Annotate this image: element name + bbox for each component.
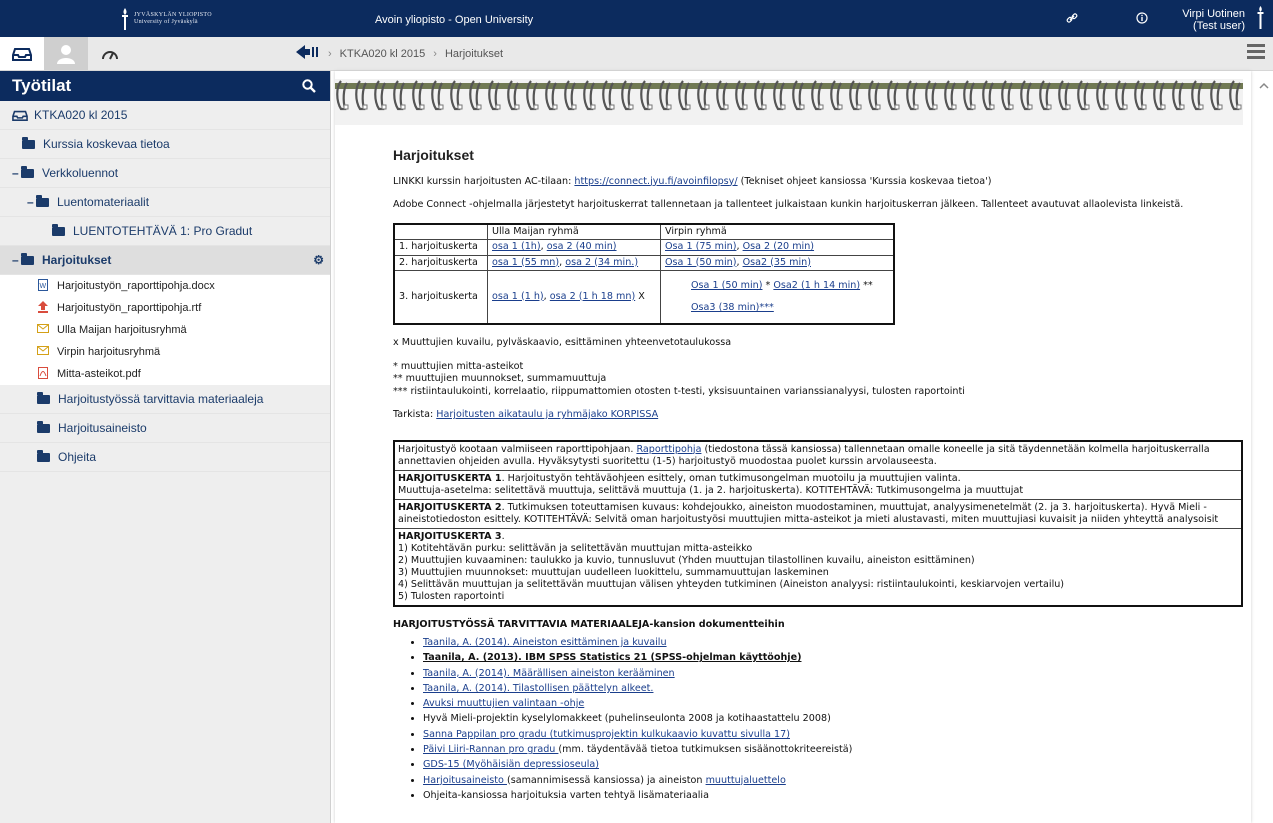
user-menu[interactable] <box>1182 8 1245 32</box>
spiral-hole <box>990 105 994 109</box>
sidebar-file-label: Virpin harjoitusryhmä <box>57 346 161 358</box>
spiral-hole <box>800 105 804 109</box>
sidebar-item-label: Kurssia koskevaa tietoa <box>43 137 170 151</box>
sidebar-file-label: Harjoitustyön_raporttipohja.docx <box>57 280 215 292</box>
spiral-hole <box>838 105 842 109</box>
page-document <box>335 71 1251 823</box>
sidebar-file-group-virpi[interactable] <box>0 341 330 363</box>
spiral-hole <box>1047 105 1051 109</box>
sidebar-file-group-ulla[interactable] <box>0 319 330 341</box>
tab-dashboard[interactable] <box>88 37 132 70</box>
sidebar-file-rtf[interactable] <box>0 297 330 319</box>
recording-link[interactable]: Osa3 (38 min)*** <box>691 302 774 313</box>
recording-link[interactable]: Osa2 (35 min) <box>742 256 811 268</box>
back-arrow-icon[interactable] <box>296 45 320 62</box>
link-icon[interactable] <box>1065 12 1079 26</box>
table-cell <box>661 255 895 271</box>
list-item <box>423 744 1243 757</box>
sidebar-workspace[interactable] <box>0 101 330 130</box>
material-link[interactable]: muuttujaluettelo <box>705 774 786 786</box>
separator: * <box>762 280 774 291</box>
footnote: ** muuttujien muunnokset, summamuuttuja <box>393 373 607 384</box>
breadcrumb-current[interactable]: Harjoitukset <box>444 47 504 60</box>
search-icon[interactable] <box>302 79 316 93</box>
footnote-x: x Muuttujien kuvailu, pylväskaavio, esittäminen yhteenvetotaulukossa <box>393 337 732 348</box>
inbox-icon <box>12 110 28 121</box>
table-cell <box>394 528 1242 606</box>
session-step: 5) Tulosten raportointi <box>398 590 505 602</box>
material-link[interactable]: Taanila, A. (2014). Määrällisen aineiston kerääminen <box>423 667 675 679</box>
navigation-bar <box>0 37 1273 71</box>
material-link[interactable]: GDS-15 (Myöhäisiän depressioseula) <box>423 759 600 771</box>
separator: , <box>736 241 743 252</box>
spiral-hole <box>876 105 880 109</box>
folder-open-icon <box>21 256 34 265</box>
recording-link[interactable]: osa 1 (1 h) <box>492 290 544 302</box>
spiral-hole <box>762 105 766 109</box>
chevron-right-icon: › <box>433 47 437 60</box>
spiral-hole <box>686 105 690 109</box>
session-heading: HARJOITUSKERTA 2 <box>398 501 502 513</box>
recording-link[interactable]: osa 1 (1h) <box>492 241 541 252</box>
sidebar-header <box>0 71 330 101</box>
gauge-icon <box>101 48 119 60</box>
table-cell <box>488 240 661 256</box>
separator: , <box>736 256 743 268</box>
sidebar-file-docx[interactable] <box>0 275 330 297</box>
table-row <box>394 271 894 325</box>
session-step: 3) Muuttujien muunnokset: muuttujan uudelleen luokittelu, summamuuttujan laskeminen <box>398 566 829 578</box>
spiral-hole <box>1161 105 1165 109</box>
sidebar <box>0 71 331 823</box>
material-link[interactable]: Taanila, A. (2014). Aineiston esittäminen ja kuvailu <box>423 637 667 648</box>
spiral-hole <box>591 105 595 109</box>
separator: , <box>543 290 550 302</box>
check-label: Tarkista: <box>393 409 437 420</box>
list-item <box>423 713 1243 726</box>
material-link[interactable]: Päivi Liiri-Rannan pro gradu <box>423 744 559 756</box>
tab-profile[interactable] <box>44 37 88 70</box>
recordings-table <box>393 223 895 326</box>
upload-file-icon <box>37 301 49 316</box>
adobe-connect-paragraph: Adobe Connect -ohjelmalla järjestetyt harjoituskerrat tallennetaan ja tallenteet julkaistaan kunkin harjoituskerran jälkeen. Tallenteet avautuvat allaolevista linkeistä. <box>393 199 1184 210</box>
spiral-hole <box>1199 105 1203 109</box>
separator: , <box>559 256 566 268</box>
info-text: . Harjoitustyön tehtäväohjeen esittely, oman tutkimusongelman muotoilu ja muuttujien valinta. <box>501 472 961 484</box>
ac-link-intro: LINKKI kurssin harjoitusten AC-tilaan: <box>393 175 575 187</box>
spiral-hole <box>1237 105 1241 109</box>
sidebar-item-exercise-data[interactable] <box>0 414 330 443</box>
table-header: Ulla Maijan ryhmä <box>488 224 661 240</box>
sidebar-title: Työtilat <box>12 76 72 95</box>
spiral-hole <box>610 105 614 109</box>
spiral-hole <box>344 105 348 109</box>
page-title: Harjoitukset <box>393 147 474 163</box>
sidebar-item-course-info[interactable] <box>0 130 330 159</box>
folder-icon <box>22 140 35 149</box>
list-item <box>423 790 1243 803</box>
material-text: Hyvä Mieli-projektin kyselylomakkeet (puhelinseulonta 2008 ja kotihaastattelu 2008) <box>423 713 831 725</box>
sidebar-workspace-label: KTKA020 kl 2015 <box>34 108 128 122</box>
spiral-hole <box>667 105 671 109</box>
table-row <box>394 528 1242 606</box>
recording-link[interactable]: osa 2 (1 h 18 mn) <box>549 290 636 302</box>
spiral-hole <box>895 105 899 109</box>
sidebar-item-label: Harjoitustyössä tarvittavia materiaaleja <box>58 392 264 406</box>
recording-link[interactable]: osa 1 (55 mn) <box>492 256 560 268</box>
material-link[interactable]: Sanna Pappilan pro gradu (tutkimusprojektin kulkukaavio kuvattu sivulla 17) <box>423 728 790 740</box>
spiral-hole <box>743 105 747 109</box>
footnotes <box>393 361 1243 399</box>
user-icon <box>56 44 76 64</box>
session-step: 1) Kotitehtävän purku: selittävän ja selitettävän muuttujan mitta-asteikko <box>398 542 753 554</box>
spiral-hole <box>515 105 519 109</box>
torch-logo-icon <box>120 7 130 31</box>
folder-icon <box>37 395 50 404</box>
recording-link[interactable]: osa 2 (34 min.) <box>565 256 639 268</box>
list-item <box>423 668 1243 681</box>
recording-link[interactable]: Osa 2 (20 min) <box>742 241 815 252</box>
recording-link[interactable]: osa 2 (40 min) <box>546 241 617 252</box>
spiral-hole <box>401 105 405 109</box>
list-item <box>423 729 1243 742</box>
spiral-hole <box>1123 105 1127 109</box>
material-text: (samannimisessä kansiossa) ja aineiston <box>506 774 706 786</box>
mail-icon <box>37 346 49 358</box>
materials-heading: HARJOITUSTYÖSSÄ TARVITTAVIA MATERIAALEJA-kansion dokumentteihin <box>393 618 785 630</box>
folder-icon <box>21 169 34 178</box>
user-avatar-icon[interactable] <box>1256 5 1265 31</box>
recording-link[interactable]: Osa2 (1 h 14 min) <box>773 280 861 291</box>
sidebar-item-instructions[interactable] <box>0 443 330 472</box>
sidebar-item-label: Harjoitusaineisto <box>58 421 147 435</box>
spiral-hole <box>382 105 386 109</box>
menu-icon[interactable] <box>1247 44 1265 62</box>
spiral-hole <box>971 105 975 109</box>
spiral-hole <box>553 105 557 109</box>
sidebar-item-label: Harjoitukset <box>42 253 112 267</box>
table-row <box>394 240 894 256</box>
table-header: Virpin ryhmä <box>661 224 895 240</box>
gear-icon[interactable]: ⚙ <box>313 253 324 267</box>
report-template-link[interactable]: Raporttipohja <box>636 443 702 455</box>
collapse-icon[interactable]: – <box>27 195 34 209</box>
spiral-hole <box>1028 105 1032 109</box>
recording-link[interactable]: Osa 1 (50 min) <box>665 256 737 268</box>
university-logo[interactable] <box>120 7 212 31</box>
mail-icon <box>37 324 49 336</box>
recording-link[interactable]: Osa 1 (50 min) <box>691 280 763 291</box>
spiral-hole <box>1180 105 1184 109</box>
sidebar-item-exercises[interactable] <box>0 246 330 275</box>
sidebar-item-label: Luentomateriaalit <box>57 195 150 209</box>
scrollbar[interactable] <box>1255 71 1273 823</box>
footnote: *** ristiintaulukointi, korrelaatio, riippumattomien otosten t-testi, yksisuuntainen varianssianalyysi, tulosten raportointi <box>393 385 965 397</box>
spiral-hole <box>1218 105 1222 109</box>
spiral-hole <box>933 105 937 109</box>
table-row <box>394 499 1242 528</box>
list-item <box>423 775 1243 788</box>
spiral-hole <box>1104 105 1108 109</box>
separator: , <box>540 241 547 252</box>
spiral-hole <box>724 105 728 109</box>
scroll-up-icon[interactable] <box>1255 79 1273 93</box>
sidebar-item-materials[interactable] <box>0 385 330 414</box>
info-icon[interactable] <box>1135 12 1149 26</box>
spiral-hole <box>1066 105 1070 109</box>
table-cell <box>394 499 1242 528</box>
materials-list <box>393 637 1243 802</box>
spiral-hole <box>629 105 633 109</box>
spiral-hole <box>534 105 538 109</box>
ac-link-paragraph <box>393 176 1243 189</box>
info-text: Harjoitustyö kootaan valmiiseen raporttipohjaan. <box>398 443 637 455</box>
footnote: * muuttujien mitta-asteikot <box>393 360 524 372</box>
spiral-hole <box>1085 105 1089 109</box>
folder-icon <box>37 424 50 433</box>
footnote-marker: X <box>635 290 645 302</box>
info-text: Muuttuja-asetelma: selitettävä muuttuja, selittävä muuttuja (1. ja 2. harjoituskerta). KOTITEHTÄVÄ: Tutkimusongelma ja muuttujat <box>398 484 1024 496</box>
list-item <box>423 652 1243 665</box>
sidebar-file-pdf[interactable] <box>0 363 330 385</box>
folder-open-icon <box>36 198 49 207</box>
folder-icon <box>52 227 65 236</box>
table-cell <box>661 240 895 256</box>
info-text: . Tutkimuksen toteuttamisen kuvaus: kohdejoukko, aineiston muodostaminen, muuttujat, analyysimenetelmät (2. ja 3. harjoituskerta). Hyvä Mieli -aineistotiedoston esittely. KOTITEHTÄVÄ: Selvitä oman harjoitustyösi muuttujien mitta-asteikot ja mieti alustavasti, miten muuttujiasi kuvaisit ja niiden yhteyttä analysoisit <box>398 501 1219 525</box>
sidebar-item-label: LUENTOTEHTÄVÄ 1: Pro Gradut <box>73 224 253 238</box>
inbox-icon <box>12 47 32 61</box>
spiral-hole <box>439 105 443 109</box>
list-item <box>423 698 1243 711</box>
svg-text:W: W <box>39 282 47 290</box>
spiral-hole <box>572 105 576 109</box>
collapse-icon[interactable]: – <box>12 166 19 180</box>
table-cell <box>488 255 661 271</box>
list-item <box>423 683 1243 696</box>
exercise-info-table <box>393 440 1243 607</box>
spiral-hole <box>648 105 652 109</box>
ac-room-link[interactable]: https://connect.jyu.fi/avoinfilopsy/ <box>574 175 738 187</box>
sidebar-file-label: Harjoitustyön_raporttipohja.rtf <box>57 302 202 314</box>
session-heading-dot: . <box>501 530 505 542</box>
spiral-hole <box>914 105 918 109</box>
sidebar-item-lecture-task[interactable] <box>0 217 330 246</box>
material-link[interactable]: Taanila, A. (2013). IBM SPSS Statistics 21 (SPSS-ohjelman käyttöohje) <box>423 652 802 664</box>
sidebar-file-label: Ulla Maijan harjoitusryhmä <box>57 324 187 336</box>
session-heading: HARJOITUSKERTA 1 <box>398 472 502 484</box>
table-cell <box>488 271 661 325</box>
spiral-hole <box>458 105 462 109</box>
top-bar <box>0 0 1273 37</box>
schedule-link[interactable]: Harjoitusten aikataulu ja ryhmäjako KORPISSA <box>436 409 659 420</box>
session-step: 4) Selittävän muuttujan ja selitettävän muuttujan välisen yhteyden tutkiminen (Aineiston analyysi: ristiintaulukointi, keskiarvojen vertailu) <box>398 578 1065 590</box>
material-link[interactable]: Avuksi muuttujien valintaan -ohje <box>423 698 585 710</box>
spiral-hole <box>819 105 823 109</box>
table-cell <box>394 441 1242 471</box>
spiral-binding-image <box>335 79 1243 125</box>
folder-icon <box>37 453 50 462</box>
spiral-hole <box>496 105 500 109</box>
collapse-icon[interactable]: – <box>12 253 19 267</box>
list-item <box>423 759 1243 772</box>
sidebar-file-label: Mitta-asteikot.pdf <box>57 368 141 380</box>
spiral-hole <box>857 105 861 109</box>
recording-link[interactable]: Osa 1 (75 min) <box>665 241 737 252</box>
info-text: (tiedostona tässä kansiossa) tallennetaan omalle koneelle ja sitä täydennetään kolmella harjoituskerralla annettavien ohjeiden avulla. Hyväksytysti suoritettu (1-5) harjoitustyö muodostaa puolet kurssin arvolauseesta. <box>398 443 1210 467</box>
table-row <box>394 255 894 271</box>
sidebar-item-lectures[interactable] <box>0 159 330 188</box>
table-cell <box>394 470 1242 499</box>
footnote-marker: ** <box>860 280 873 291</box>
spiral-hole <box>420 105 424 109</box>
spiral-hole <box>363 105 367 109</box>
breadcrumb-course[interactable]: KTKA020 kl 2015 <box>339 47 426 60</box>
material-link[interactable]: Taanila, A. (2014). Tilastollisen päättelyn alkeet. <box>423 682 654 694</box>
table-row-label: 2. harjoituskerta <box>394 255 488 271</box>
logo-text-1: JYVÄSKYLÄN YLIOPISTO <box>134 12 212 18</box>
app-title: Avoin yliopisto - Open University <box>375 14 534 26</box>
table-cell <box>661 271 895 325</box>
ac-link-after: (Tekniset ohjeet kansiossa 'Kurssia koskevaa tietoa') <box>737 175 992 187</box>
table-header-empty <box>394 224 488 240</box>
breadcrumb <box>296 37 503 70</box>
logo-text-2: University of Jyväskylä <box>134 19 198 25</box>
table-row-label: 1. harjoituskerta <box>394 240 488 256</box>
chevron-right-icon: › <box>328 47 332 60</box>
table-row <box>394 441 1242 471</box>
table-row <box>394 470 1242 499</box>
spiral-hole <box>952 105 956 109</box>
list-item <box>423 637 1243 650</box>
spiral-hole <box>477 105 481 109</box>
material-link[interactable]: Harjoitusaineisto <box>423 774 507 786</box>
spiral-hole <box>1142 105 1146 109</box>
page-body <box>393 149 1243 805</box>
word-doc-icon <box>37 279 49 294</box>
spiral-hole <box>1009 105 1013 109</box>
user-role: (Test user) <box>1193 20 1245 32</box>
spiral-hole <box>705 105 709 109</box>
main-content <box>332 71 1273 823</box>
session-step: 2) Muuttujien kuvaaminen: taulukko ja kuvio, tunnusluvut (Yhden muuttujan tilastollinen kuvailu, aineiston esittäminen) <box>398 554 975 566</box>
material-text: (mm. täydentävää tietoa tutkimuksen sisäänottokriteereistä) <box>558 744 853 756</box>
user-name: Virpi Uotinen <box>1182 8 1245 20</box>
table-row-label: 3. harjoituskerta <box>394 271 488 325</box>
spiral-hole <box>781 105 785 109</box>
sidebar-item-label: Verkkoluennot <box>42 166 119 180</box>
session-heading: HARJOITUSKERTA 3 <box>398 530 502 542</box>
sidebar-item-label: Ohjeita <box>58 450 97 464</box>
check-paragraph <box>393 409 1243 422</box>
sidebar-item-lecture-materials[interactable] <box>0 188 330 217</box>
pdf-icon <box>37 367 49 382</box>
tab-workspaces[interactable] <box>0 37 44 70</box>
material-text: Ohjeita-kansiossa harjoituksia varten tehtyä lisämateriaalia <box>423 789 709 801</box>
